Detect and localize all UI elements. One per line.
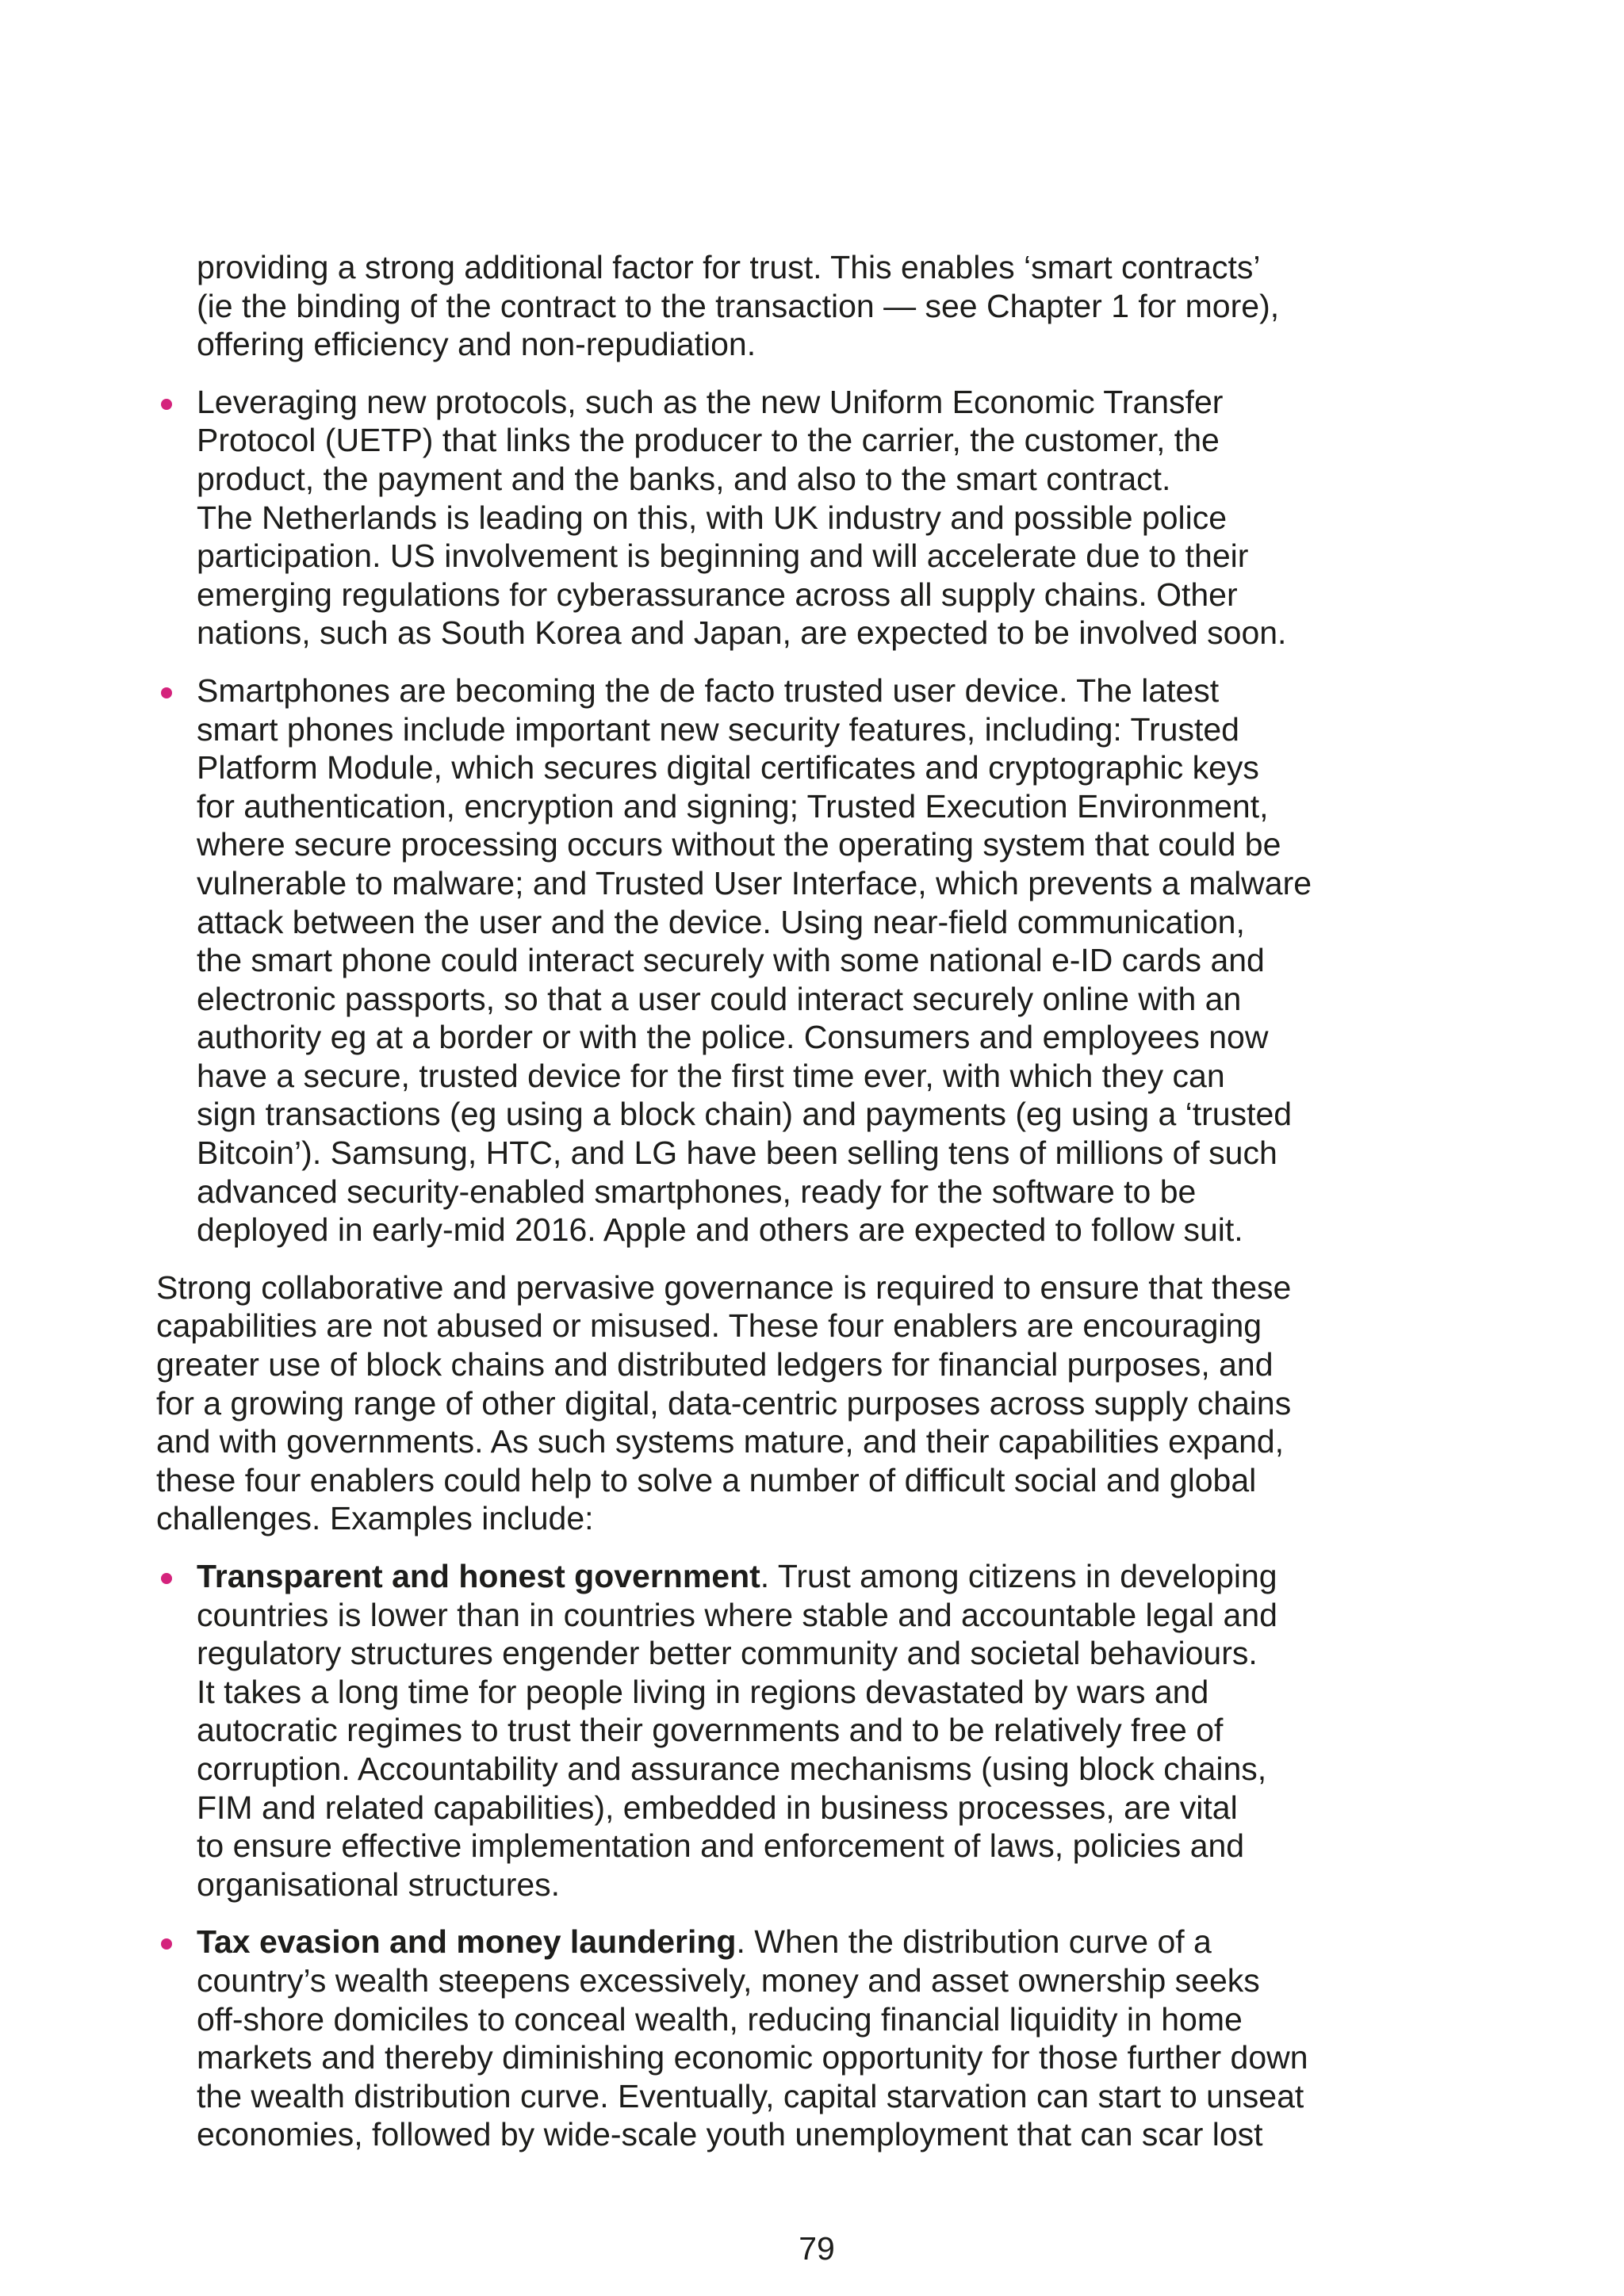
text-line: deployed in early-mid 2016. Apple and others are expected to follow suit. — [197, 1211, 1243, 1249]
paragraph — [156, 1269, 1504, 1538]
continuation-paragraph — [156, 248, 1504, 364]
bullet-icon — [161, 687, 172, 698]
bullet-icon — [161, 399, 172, 410]
bullet-icon — [161, 1938, 172, 1950]
text-line: electronic passports, so that a user could interact securely online with an — [197, 980, 1242, 1017]
text-line: FIM and related capabilities), embedded in business processes, are vital — [197, 1789, 1238, 1826]
text-line: markets and thereby diminishing economic opportunity for those further down — [197, 2039, 1308, 2076]
text-line: nations, such as South Korea and Japan, are expected to be involved soon. — [197, 614, 1287, 652]
text-fragment: . Trust among citizens in developing — [760, 1558, 1277, 1594]
text-line: Leveraging new protocols, such as the new Uniform Economic Transfer — [197, 383, 1224, 420]
text-line: vulnerable to malware; and Trusted User Interface, which prevents a malware — [197, 864, 1312, 901]
text-line: where secure processing occurs without the operating system that could be — [197, 826, 1281, 863]
text-line: corruption. Accountability and assurance mechanisms (using block chains, — [197, 1750, 1267, 1787]
text-line: Bitcoin’). Samsung, HTC, and LG have been selling tens of millions of such — [197, 1135, 1277, 1172]
text-line: offering efficiency and non-repudiation. — [197, 326, 756, 363]
text-line: attack between the user and the device. Using near-field communication, — [197, 903, 1245, 940]
text-line: The Netherlands is leading on this, with UK industry and possible police — [197, 499, 1228, 536]
text-line: country’s wealth steepens excessively, money and asset ownership seeks — [197, 1961, 1260, 1999]
text-line: It takes a long time for people living in regions devastated by wars and — [197, 1673, 1209, 1710]
text-line: smart phones include important new security features, including: Trusted — [197, 710, 1239, 748]
text-line: Smartphones are becoming the de facto trusted user device. The latest — [197, 672, 1220, 709]
text-line: greater use of block chains and distributed ledgers for financial purposes, and — [156, 1346, 1274, 1383]
text-line: autocratic regimes to trust their governments and to be relatively free of — [197, 1712, 1224, 1749]
text-line: countries is lower than in countries where stable and accountable legal and — [197, 1596, 1277, 1633]
bullet-heading: Tax evasion and money laundering — [197, 1923, 737, 1961]
text-line: off-shore domiciles to conceal wealth, reducing financial liquidity in home — [197, 2000, 1243, 2038]
text-line: Strong collaborative and pervasive governance is required to ensure that these — [156, 1269, 1292, 1306]
body-text — [156, 248, 1504, 2154]
text-line: organisational structures. — [197, 1866, 561, 1903]
text-line: the wealth distribution curve. Eventually, capital starvation can start to unseat — [197, 2077, 1304, 2114]
text-line: Protocol (UETP) that links the producer to the carrier, the customer, the — [197, 422, 1220, 459]
text-line: (ie the binding of the contract to the transaction — see Chapter 1 for more), — [197, 287, 1280, 324]
text-fragment: . When the distribution curve of a — [736, 1923, 1212, 1961]
text-line: participation. US involvement is beginning and will accelerate due to their — [197, 538, 1249, 575]
text-line: authority eg at a border or with the police. Consumers and employees now — [197, 1019, 1269, 1056]
example-bullet-item — [156, 1923, 1504, 2154]
bullet-heading: Transparent and honest government — [197, 1558, 760, 1594]
text-line: have a secure, trusted device for the first time ever, with which they can — [197, 1057, 1225, 1094]
text-line: capabilities are not abused or misused. These four enablers are encouraging — [156, 1307, 1262, 1345]
example-bullet-item — [156, 1557, 1504, 1904]
text-line: and with governments. As such systems mature, and their capabilities expand, — [156, 1423, 1285, 1460]
text-line: regulatory structures engender better community and societal behaviours. — [197, 1635, 1258, 1672]
text-line: the smart phone could interact securely with some national e-ID cards and — [197, 942, 1265, 979]
text-line — [197, 1557, 1504, 1596]
text-line — [197, 1923, 1504, 1961]
text-line: providing a strong additional factor for trust. This enables ‘smart contracts’ — [197, 249, 1261, 285]
text-line: for a growing range of other digital, data-centric purposes across supply chains — [156, 1384, 1292, 1422]
text-line: challenges. Examples include: — [156, 1500, 594, 1537]
bullet-item — [156, 383, 1504, 652]
text-line: sign transactions (eg using a block chain) and payments (eg using a ‘trusted — [197, 1096, 1293, 1133]
text-line: these four enablers could help to solve a number of difficult social and global — [156, 1461, 1257, 1498]
text-line: Platform Module, which secures digital certificates and cryptographic keys — [197, 749, 1259, 786]
text-line: for authentication, encryption and signing; Trusted Execution Environment, — [197, 787, 1269, 825]
text-line: product, the payment and the banks, and also to the smart contract. — [197, 460, 1171, 497]
page-number: 79 — [799, 2230, 835, 2267]
text-line: advanced security-enabled smartphones, ready for the software to be — [197, 1173, 1197, 1210]
bullet-item — [156, 672, 1504, 1249]
text-line: to ensure effective implementation and enforcement of laws, policies and — [197, 1827, 1245, 1865]
text-line: economies, followed by wide-scale youth unemployment that can scar lost — [197, 2116, 1263, 2153]
text-line: emerging regulations for cyberassurance across all supply chains. Other — [197, 576, 1238, 613]
bullet-icon — [161, 1573, 172, 1584]
